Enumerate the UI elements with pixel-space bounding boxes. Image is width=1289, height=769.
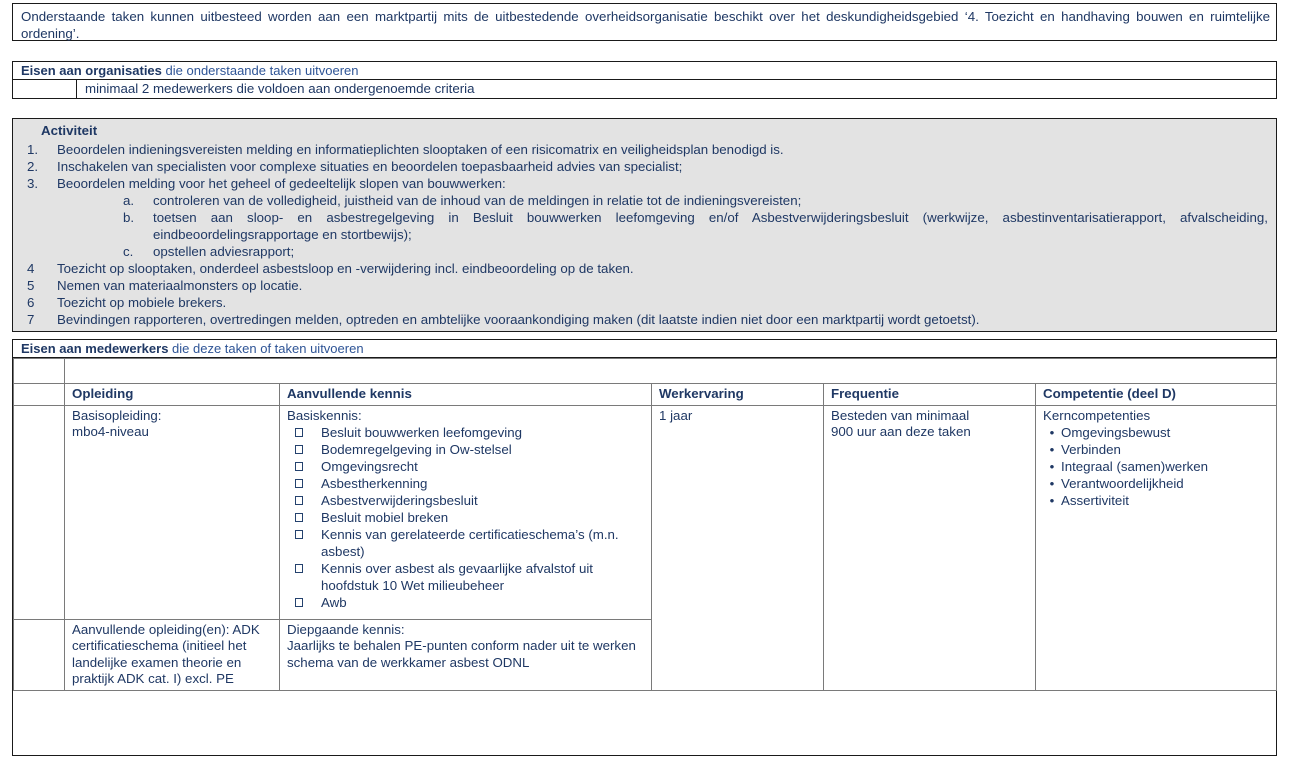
eisen-aan-organisaties-block <box>12 61 1277 99</box>
list-item <box>1043 441 1272 458</box>
activiteit-item-marker: 2. <box>27 159 39 174</box>
competentie-heading: Kerncompetenties <box>1043 407 1151 423</box>
list-item-label: Omgevingsrecht <box>321 459 418 474</box>
list-item <box>287 475 647 492</box>
list-item-label: Integraal (samen)werken <box>1061 459 1209 474</box>
activiteit-subitem <box>27 243 1268 260</box>
activiteit-item-text: Beoordelen melding voor het geheel of gedeeltelijk slopen van bouwwerken: <box>57 176 506 191</box>
organisaties-empty-cell <box>13 80 77 99</box>
list-item <box>287 441 647 458</box>
medewerkers-title-row <box>13 340 1276 358</box>
aanvullende-opleiding-text: Aanvullende opleiding(en): ADK certificatieschema (initieel het landelijke examen theorie en praktijk ADK cat. I) excl. PE <box>72 621 260 686</box>
bullet-icon: • <box>1049 459 1055 474</box>
medewerkers-title-strong: Eisen aan medewerkers <box>21 341 169 356</box>
competentie-list <box>1043 424 1272 509</box>
list-item <box>287 594 647 611</box>
spacer-cell-main <box>65 359 1277 384</box>
list-item <box>1043 424 1272 441</box>
activiteit-subitem-marker: a. <box>123 193 135 208</box>
organisaties-title-strong: Eisen aan organisaties <box>21 63 162 78</box>
tofu-box-icon <box>287 560 321 594</box>
activiteit-title: Activiteit <box>41 123 98 138</box>
list-item <box>1043 475 1272 492</box>
spacer-cell-left <box>14 359 65 384</box>
organisaties-title-row <box>13 62 1276 80</box>
cell-frequentie <box>824 405 1036 690</box>
activiteit-item <box>27 277 1268 294</box>
list-item-label: Verantwoordelijkheid <box>1061 476 1184 491</box>
activiteit-item-marker: 7 <box>27 312 35 327</box>
activiteit-block <box>12 118 1277 332</box>
bullet-icon: • <box>1049 442 1055 457</box>
bullet-icon: • <box>1049 425 1055 440</box>
list-item <box>287 424 647 441</box>
cell-basiskennis <box>280 405 652 619</box>
list-item-label: Kennis van gerelateerde certificatieschema’s (m.n. asbest) <box>321 527 619 559</box>
activiteit-item-text: Toezicht op slooptaken, onderdeel asbestsloop en -verwijdering incl. eindbeoordeling op de taken. <box>57 261 634 276</box>
list-item <box>287 509 647 526</box>
tofu-box-icon <box>287 458 321 475</box>
column-header-aanvullende-kennis: Aanvullende kennis <box>280 384 652 406</box>
list-item <box>287 560 647 594</box>
activiteit-subitem-text: controleren van de volledigheid, juistheid van de inhoud van de meldingen in relatie tot de indieningsvereisten; <box>153 193 802 208</box>
basiskennis-list <box>287 424 647 611</box>
list-item-label: Awb <box>321 595 347 610</box>
tofu-box-icon <box>287 475 321 492</box>
activiteit-subitem-marker: c. <box>123 244 134 259</box>
tofu-box-icon <box>287 441 321 458</box>
activiteit-subitem <box>27 209 1268 243</box>
activiteit-item <box>27 294 1268 311</box>
opleiding-line-1: Basisopleiding: <box>72 407 162 423</box>
medewerkers-title-rest: die deze taken of taken uitvoeren <box>168 341 364 356</box>
list-item-label: Asbestverwijderingsbesluit <box>321 493 478 508</box>
column-header-frequentie: Frequentie <box>824 384 1036 406</box>
column-header-opleiding: Opleiding <box>65 384 280 406</box>
opleiding-line-2: mbo4-niveau <box>72 424 149 439</box>
activiteit-item-text: Bevindingen rapporteren, overtredingen melden, optreden en ambtelijke vooraankondiging maken (dit laatste indien niet door een marktpartij wordt getoetst). <box>57 312 980 327</box>
activiteit-item <box>27 141 1268 158</box>
frequentie-line-2: 900 uur aan deze taken <box>831 424 971 439</box>
list-item-label: Besluit bouwwerken leefomgeving <box>321 425 523 440</box>
activiteit-item <box>27 311 1268 328</box>
row-empty-cell <box>14 405 65 619</box>
activiteit-item <box>27 260 1268 277</box>
tofu-box-icon <box>287 509 321 526</box>
basiskennis-heading: Basiskennis: <box>287 407 362 423</box>
tofu-box-icon <box>287 594 321 611</box>
list-item <box>287 526 647 560</box>
eisen-aan-medewerkers-block <box>12 339 1277 756</box>
list-item-label: Bodemregelgeving in Ow-stelsel <box>321 442 512 457</box>
activiteit-item-marker: 5 <box>27 278 35 293</box>
activiteit-subitem-text: opstellen adviesrapport; <box>153 244 295 259</box>
activiteit-item-text: Beoordelen indieningsvereisten melding en informatieplichten slooptaken of een risicomatrix en veiligheidsplan benodigd is. <box>57 142 784 157</box>
list-item <box>1043 492 1272 509</box>
list-item-label: Assertiviteit <box>1061 493 1129 508</box>
diepgaande-kennis-text: Jaarlijks te behalen PE-punten conform nader uit te werken schema van de werkkamer asbest ODNL <box>287 638 636 670</box>
cell-competentie <box>1036 405 1277 690</box>
list-item-label: Besluit mobiel breken <box>321 510 449 525</box>
diepgaande-kennis-heading: Diepgaande kennis: <box>287 621 405 637</box>
activiteit-item <box>27 158 1268 175</box>
table-header-row <box>14 384 1277 406</box>
bullet-icon: • <box>1049 493 1055 508</box>
list-item <box>287 492 647 509</box>
bullet-icon: • <box>1049 476 1055 491</box>
list-item <box>1043 458 1272 475</box>
activiteit-subitem-marker: b. <box>123 210 135 225</box>
column-header-werkervaring: Werkervaring <box>652 384 824 406</box>
activiteit-item-marker: 3. <box>27 176 39 191</box>
activiteit-subitem <box>27 192 1268 209</box>
header-empty-cell <box>14 384 65 406</box>
intro-text: Onderstaande taken kunnen uitbesteed worden aan een marktpartij mits de uitbestedende overheidsorganisatie beschikt over het deskundigheidsgebied ‘4. Toezicht en handhaving bouwen en ruimtelijke ordening’. <box>21 9 1270 41</box>
table-spacer-row <box>14 359 1277 384</box>
organisaties-requirement: minimaal 2 medewerkers die voldoen aan ondergenoemde criteria <box>85 81 475 96</box>
cell-werkervaring <box>652 405 824 690</box>
intro-banner <box>12 3 1277 41</box>
activiteit-item <box>27 175 1268 192</box>
activiteit-item-marker: 1. <box>27 142 39 157</box>
werkervaring-value: 1 jaar <box>659 407 693 423</box>
organisaties-title-rest: die onderstaande taken uitvoeren <box>161 63 359 78</box>
organisaties-body-row <box>13 80 1276 99</box>
medewerkers-table <box>13 358 1277 691</box>
list-item-label: Asbestherkenning <box>321 476 428 491</box>
row-empty-cell <box>14 619 65 690</box>
activiteit-item-text: Toezicht op mobiele brekers. <box>57 295 227 310</box>
cell-diepgaande-kennis <box>280 619 652 690</box>
tofu-box-icon <box>287 526 321 560</box>
list-item-label: Omgevingsbewust <box>1061 425 1171 440</box>
tofu-box-icon <box>287 424 321 441</box>
activiteit-item-marker: 6 <box>27 295 35 310</box>
tofu-box-icon <box>287 492 321 509</box>
list-item-label: Verbinden <box>1061 442 1121 457</box>
activiteit-item-text: Nemen van materiaalmonsters op locatie. <box>57 278 303 293</box>
frequentie-line-1: Besteden van minimaal <box>831 407 970 423</box>
cell-opleiding-basis <box>65 405 280 619</box>
cell-opleiding-aanvullend <box>65 619 280 690</box>
list-item-label: Kennis over asbest als gevaarlijke afvalstof uit hoofdstuk 10 Wet milieubeheer <box>321 561 593 593</box>
activiteit-subitem-text: toetsen aan sloop- en asbestregelgeving in Besluit bouwwerken leefomgeving en/of Asbestverwijderingsbesluit (werkwijze, asbestinventarisatierapport, afvalscheiding, eindbeoordelingsrapportage en stortbewijs); <box>153 210 1268 242</box>
table-row <box>14 405 1277 619</box>
activiteit-item-text: Inschakelen van specialisten voor complexe situaties en beoordelen toepasbaarheid advies van specialist; <box>57 159 683 174</box>
activiteit-item-marker: 4 <box>27 261 35 276</box>
column-header-competentie: Competentie (deel D) <box>1036 384 1277 406</box>
list-item <box>287 458 647 475</box>
